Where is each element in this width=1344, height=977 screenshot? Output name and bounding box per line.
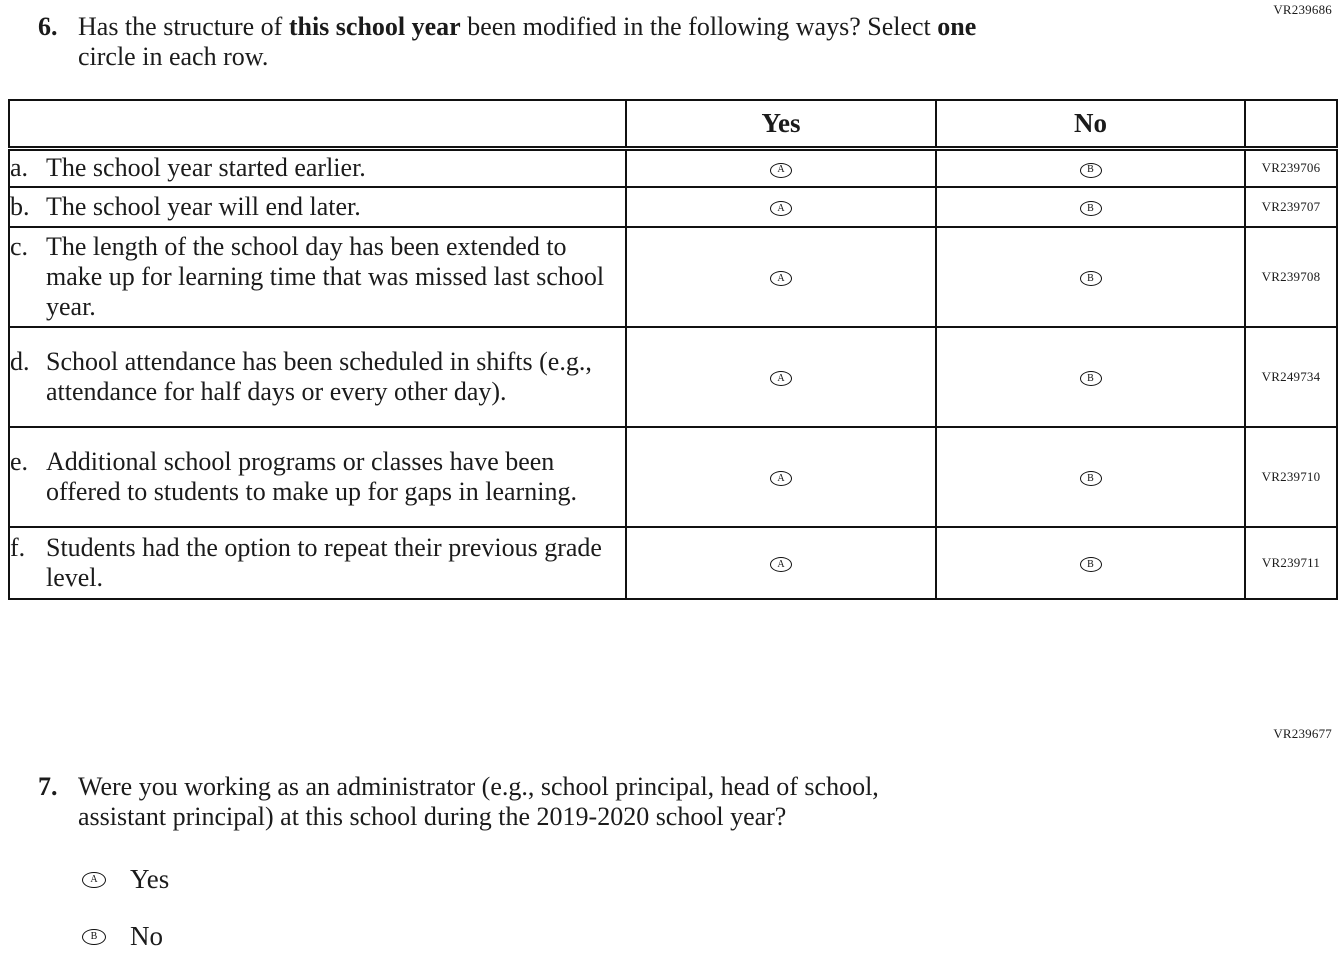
question-7-code: VR239677: [1273, 726, 1332, 741]
question-7-text: [78, 772, 879, 832]
row-code-cell: [1245, 148, 1337, 187]
bubble-letter: B: [90, 930, 98, 942]
no-cell: [936, 187, 1245, 227]
question-7-line2: assistant principal) at this school during the 2019-2020 school year?: [78, 802, 787, 831]
yes-bubble[interactable]: [770, 557, 792, 572]
yes-bubble[interactable]: [770, 371, 792, 386]
no-bubble[interactable]: [1080, 471, 1102, 486]
question-7-line1: Were you working as an administrator (e.g., school principal, head of school,: [78, 772, 879, 801]
option-yes-label: Yes: [130, 864, 170, 894]
table-row-a: [9, 148, 1337, 187]
row-statement: The school year will end later.: [46, 192, 361, 221]
table-row-f: [9, 527, 1337, 599]
row-code-cell: [1245, 327, 1337, 427]
question-6-bold-this-school-year: this school year: [288, 12, 461, 41]
no-cell: [936, 527, 1245, 599]
yes-cell: [626, 327, 936, 427]
bubble-letter: A: [777, 472, 785, 484]
row-statement: The length of the school day has been extended to make up for learning time that was missed last school year.: [46, 232, 605, 321]
row-code: VR239711: [1261, 555, 1321, 570]
code-column-header: [1245, 100, 1337, 148]
bubble-letter: A: [777, 558, 785, 570]
no-bubble[interactable]: [82, 929, 106, 945]
question-6-code: VR239686: [1273, 2, 1332, 17]
question-7-options: [82, 864, 1344, 952]
no-cell: [936, 327, 1245, 427]
row-code-cell: [1245, 227, 1337, 327]
no-cell: [936, 427, 1245, 527]
row-code: VR239710: [1261, 469, 1321, 484]
bubble-letter: B: [1087, 558, 1094, 570]
row-code-cell: [1245, 527, 1337, 599]
no-cell: [936, 148, 1245, 187]
row-code: VR239706: [1261, 160, 1321, 176]
no-bubble[interactable]: [1080, 371, 1102, 386]
row-letter: f.: [10, 533, 26, 562]
table-header-row: [9, 100, 1337, 148]
bubble-letter: B: [1087, 372, 1094, 384]
question-7: [38, 772, 1344, 832]
statement-cell: [9, 527, 626, 599]
bubble-letter: B: [1087, 472, 1094, 484]
row-code-cell: [1245, 187, 1337, 227]
bubble-letter: A: [777, 202, 785, 214]
row-code: VR239707: [1261, 199, 1321, 214]
yes-column-header: Yes: [626, 100, 936, 148]
row-letter: d.: [10, 347, 30, 376]
question-7-number: 7.: [38, 772, 58, 801]
bubble-letter: B: [1087, 272, 1094, 284]
row-letter: c.: [10, 232, 29, 261]
yes-cell: [626, 227, 936, 327]
question-6-text: [78, 12, 976, 72]
bubble-letter: A: [777, 164, 785, 175]
question-6-text-part: Has the structure of: [78, 12, 289, 41]
row-code: VR239708: [1261, 269, 1321, 284]
question-6-text-part: been modified in the following ways? Select: [460, 12, 938, 41]
option-no: [82, 921, 1344, 952]
bubble-letter: B: [1087, 164, 1094, 175]
yes-cell: [626, 148, 936, 187]
statement-cell: [9, 148, 626, 187]
question-6-text-part: circle in each row.: [78, 42, 269, 71]
statement-cell: [9, 327, 626, 427]
table-row-d: [9, 327, 1337, 427]
yes-cell: [626, 427, 936, 527]
no-column-header: No: [936, 100, 1245, 148]
question-6-response-table: [8, 99, 1338, 600]
question-6-bold-one: one: [937, 12, 977, 41]
bubble-letter: A: [90, 873, 98, 885]
statement-cell: [9, 187, 626, 227]
question-6: [38, 12, 1344, 72]
bubble-letter: B: [1087, 202, 1094, 214]
row-statement: Additional school programs or classes have been offered to students to make up for gaps in learning.: [46, 447, 577, 506]
row-letter: a.: [10, 153, 29, 183]
no-bubble[interactable]: [1080, 271, 1102, 286]
row-letter: b.: [10, 192, 30, 221]
no-bubble[interactable]: [1080, 201, 1102, 216]
yes-cell: [626, 527, 936, 599]
row-statement: School attendance has been scheduled in shifts (e.g., attendance for half days or every other day).: [46, 347, 592, 406]
question-6-number: 6.: [38, 12, 58, 41]
yes-bubble[interactable]: [82, 872, 106, 888]
bubble-letter: A: [777, 272, 785, 284]
yes-bubble[interactable]: [770, 163, 792, 178]
no-bubble[interactable]: [1080, 557, 1102, 572]
option-no-label: No: [130, 921, 163, 951]
table-row-b: [9, 187, 1337, 227]
no-cell: [936, 227, 1245, 327]
no-bubble[interactable]: [1080, 163, 1102, 178]
statement-cell: [9, 227, 626, 327]
option-yes: [82, 864, 1344, 895]
row-code: VR249734: [1261, 369, 1321, 384]
row-letter: e.: [10, 447, 29, 476]
row-statement: Students had the option to repeat their previous grade level.: [46, 533, 602, 592]
yes-bubble[interactable]: [770, 201, 792, 216]
table-row-e: [9, 427, 1337, 527]
row-statement: The school year started earlier.: [46, 153, 366, 183]
statement-header-cell: [9, 100, 626, 148]
yes-cell: [626, 187, 936, 227]
row-code-cell: [1245, 427, 1337, 527]
statement-cell: [9, 427, 626, 527]
yes-bubble[interactable]: [770, 471, 792, 486]
table-row-c: [9, 227, 1337, 327]
bubble-letter: A: [777, 372, 785, 384]
yes-bubble[interactable]: [770, 271, 792, 286]
